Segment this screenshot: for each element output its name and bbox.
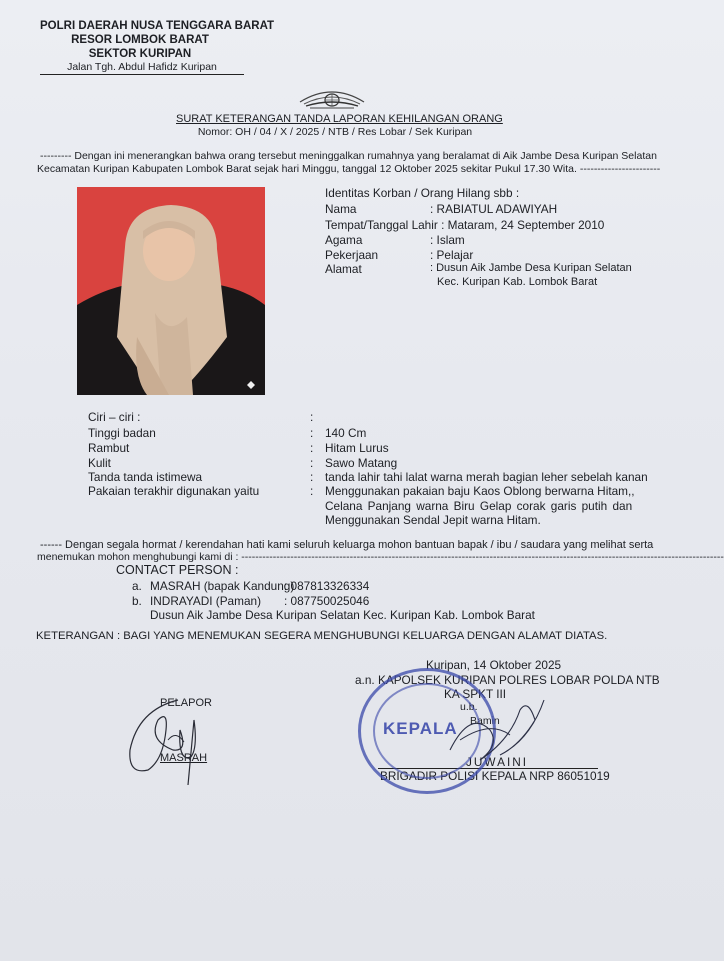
contact-name: INDRAYADI (Paman) [150, 594, 261, 608]
identity-row [325, 262, 632, 276]
identity-value: : Islam [430, 233, 465, 247]
identity-label: Agama [325, 233, 363, 247]
document-number: Nomor: OH / 04 / X / 2025 / NTB / Res Lobar / Sek Kuripan [197, 126, 473, 138]
identity-label: Pekerjaan [325, 248, 379, 262]
signature-ub: u.b. [460, 701, 478, 713]
feature-value: tanda lahir tahi lalat warna merah bagian leher sebelah kanan [325, 470, 648, 484]
features-heading-colon: : [310, 410, 314, 424]
feature-label: Tanda tanda istimewa [88, 470, 203, 484]
features-heading-row [88, 410, 140, 424]
appeal-line-1: ------ Dengan segala hormat / kerendahan hati kami seluruh keluarga mohon bantuan bapak / ibu / saudara yang melihat serta [40, 539, 654, 551]
intro-line-2: Kecamatan Kuripan Kabupaten Lombok Barat sejak hari Minggu, tanggal 12 Oktober 2025 sekitar Pukul 17.30 Wita. ----------------------- [37, 163, 661, 175]
identity-value: : Pelajar [430, 248, 474, 262]
feature-colon: : [310, 456, 314, 470]
police-emblem-icon [296, 88, 368, 110]
identity-label: Alamat [325, 262, 362, 276]
note-text: KETERANGAN : BAGI YANG MENEMUKAN SEGERA MENGHUBUNGI KELUARGA DENGAN ALAMAT DIATAS. [36, 630, 608, 642]
identity-row [325, 233, 465, 247]
header-line-1: POLRI DAERAH NUSA TENGGARA BARAT [40, 20, 275, 32]
contact-phone: : 087750025046 [284, 594, 370, 608]
features-heading: Ciri – ciri : [88, 410, 141, 424]
header-address: Jalan Tgh. Abdul Hafidz Kuripan [40, 61, 244, 75]
feature-label: Tinggi badan [88, 426, 156, 440]
missing-person-photo [77, 187, 265, 395]
reporter-label: PELAPOR [160, 697, 212, 709]
header-line-2: RESOR LOMBOK BARAT [71, 34, 209, 46]
appeal-line-2: menemukan mohon menghubungi kami di : ------------------------------------------------------------------------------------------------------------------------------------------ [37, 551, 724, 563]
signature-rank-nrp: BRIGADIR POLISI KEPALA NRP 86051019 [380, 769, 610, 783]
contact-heading: CONTACT PERSON : [116, 563, 239, 577]
signature-place-date: Kuripan, 14 Oktober 2025 [426, 658, 562, 672]
contact-marker: a. [132, 579, 142, 593]
feature-value: Hitam Lurus [325, 441, 389, 455]
identity-label: Tempat/Tanggal Lahir [325, 218, 438, 232]
identity-value: : Dusun Aik Jambe Desa Kuripan Selatan [430, 262, 632, 274]
feature-label: Pakaian terakhir digunakan yaitu [88, 484, 260, 498]
feature-colon: : [310, 426, 314, 440]
officer-signature-icon [440, 690, 550, 770]
feature-colon: : [310, 484, 314, 498]
feature-colon: : [310, 441, 314, 455]
signature-role: Bamin [470, 715, 500, 727]
header-line-3: SEKTOR KURIPAN [88, 48, 192, 60]
feature-value: Sawo Matang [325, 456, 398, 470]
identity-value: : RABIATUL ADAWIYAH [430, 202, 558, 216]
feature-label: Rambut [88, 441, 130, 455]
stamp-text: KEPALA [383, 719, 458, 738]
identity-value: : Mataram, 24 September 2010 [441, 218, 605, 232]
identity-row [325, 248, 474, 262]
identity-row [325, 202, 558, 216]
contact-address: Dusun Aik Jambe Desa Kuripan Selatan Kec. Kuripan Kab. Lombok Barat [150, 608, 535, 622]
feature-clothing-continued-2: Menggunakan Sendal Jepit warna Hitam. [325, 513, 541, 527]
signature-unit: KA SPKT III [444, 687, 507, 701]
document-title: SURAT KETERANGAN TANDA LAPORAN KEHILANGAN ORANG [176, 113, 503, 125]
identity-address-continued: Kec. Kuripan Kab. Lombok Barat [437, 276, 598, 288]
contact-name: MASRAH (bapak Kandung) [150, 579, 295, 593]
identity-label: Nama [325, 202, 357, 216]
identity-row [325, 218, 604, 232]
contact-marker: b. [132, 594, 142, 608]
feature-clothing-continued-1: Celana Panjang warna Biru Gelap corak garis putih dan [325, 499, 633, 513]
contact-phone: : 087813326334 [284, 579, 370, 593]
reporter-signature-icon [118, 690, 218, 795]
feature-label: Kulit [88, 456, 111, 470]
reporter-name: MASRAH [160, 752, 208, 764]
feature-colon: : [310, 470, 314, 484]
signature-name: JUWAINI [466, 755, 529, 769]
signature-on-behalf: a.n. KAPOLSEK KURIPAN POLRES LOBAR POLDA NTB [355, 673, 660, 687]
feature-value: Menggunakan pakaian baju Kaos Oblong berwarna Hitam,, [325, 484, 635, 498]
intro-line-1: --------- Dengan ini menerangkan bahwa orang tersebut meninggalkan rumahnya yang beralamat di Aik Jambe Desa Kuripan Selatan [40, 150, 657, 162]
identity-heading: Identitas Korban / Orang Hilang sbb : [325, 186, 520, 200]
feature-value: 140 Cm [325, 426, 367, 440]
